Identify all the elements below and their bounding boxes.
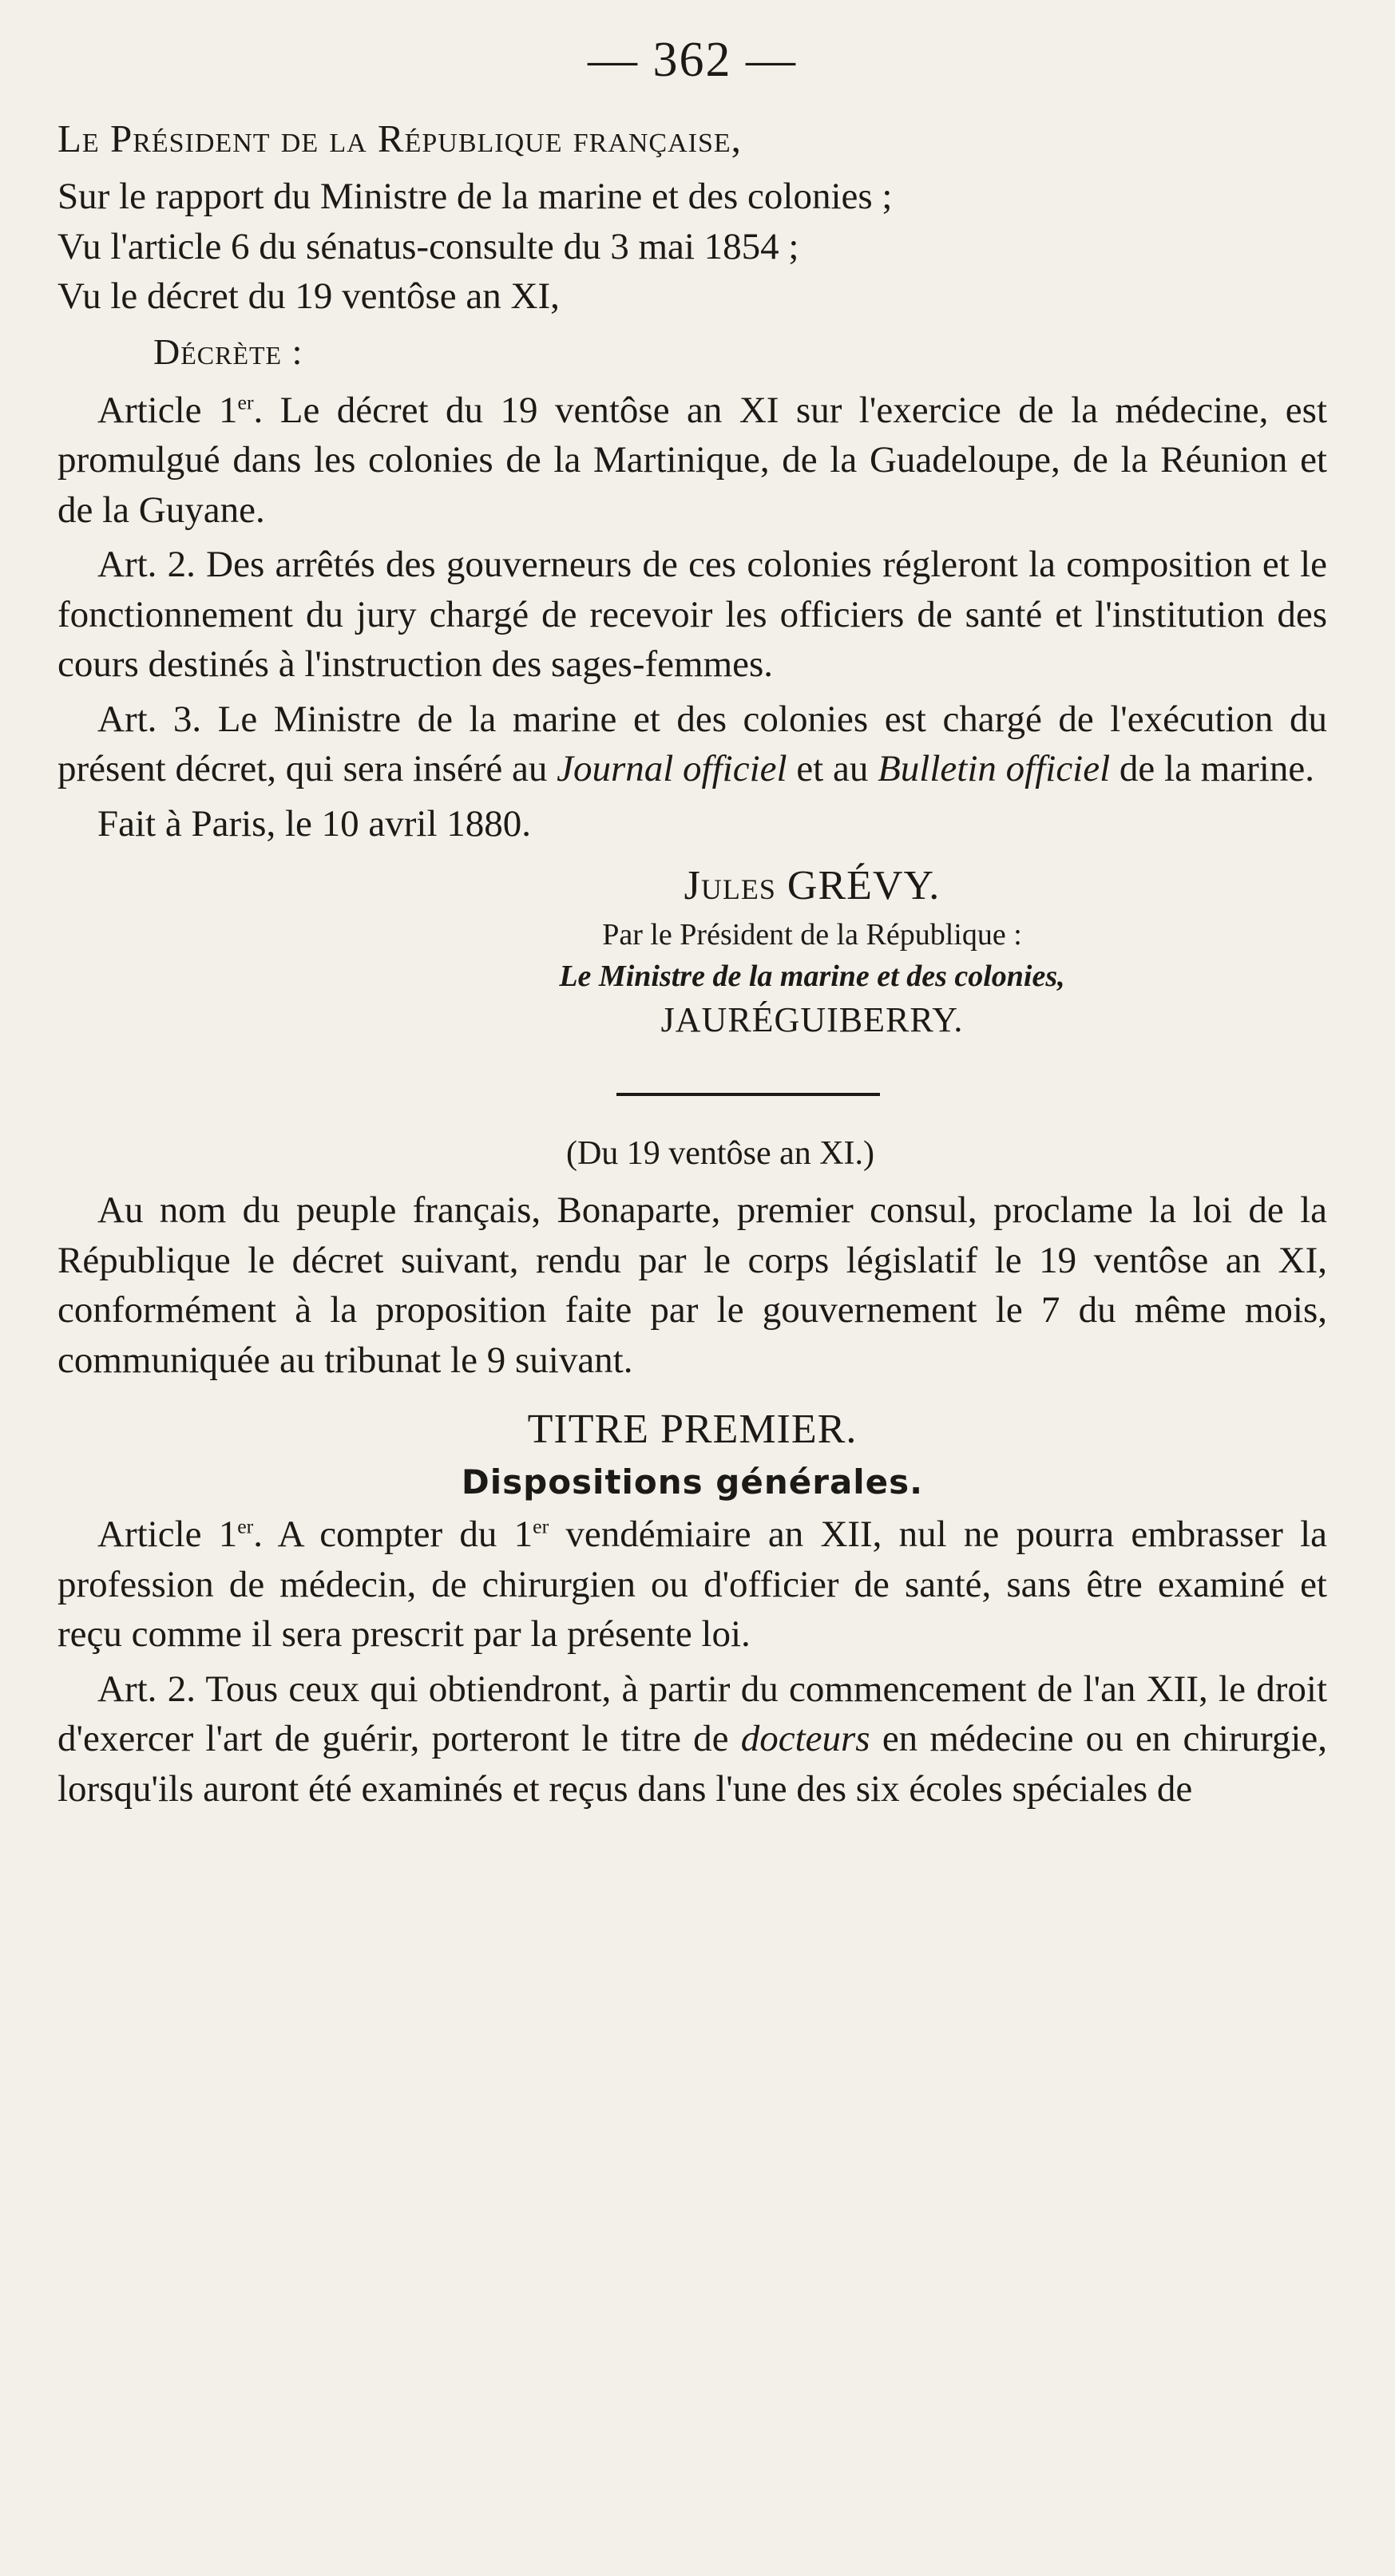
subtitre-heading: Dispositions générales. [461,1462,924,1502]
section-divider [616,1093,880,1096]
law-dateline: (Du 19 ventôse an XI.) [565,1135,875,1172]
document-page [57,32,1327,1814]
law-article-1-sup: er [237,1514,254,1538]
article-3-text-b: et au [787,748,878,789]
law-preamble: Au nom du peuple français, Bonaparte, premier consul, proclame la loi de la République le décret suivant, rendu par le corps législatif le 19 ventôse an XI, conformément à la proposition faite par le gouvernement le 7 du même mois, communiquée au tribunat le 9 suivant. [57,1189,1327,1381]
president-signature: Jules GRÉVY. [684,863,941,908]
law-article-1-label: Article 1 [97,1514,238,1555]
bulletin-officiel-ref: Bulletin officiel [878,748,1111,789]
law-article-2-text-a: Art. 2. Tous ceux qui obtiendront, à partir du commencement de l'an XII, le droit d'exercer l'art de guérir, porteront le titre de [57,1668,1327,1759]
law-article-2 [57,1664,1327,1814]
visa-line-1: Sur le rapport du Ministre de la marine et des colonies ; [57,176,893,217]
visa-line-3: Vu le décret du 19 ventôse an XI, [57,275,560,317]
article-1-sup: er [237,390,254,414]
decree-article-2: Art. 2. Des arrêtés des gouverneurs de ces colonies régleront la composition et le fonctionnement du jury chargé de recevoir les officiers de santé et l'institution des cours destinés à l'instruction des sages-femmes. [57,544,1327,685]
decrete-heading: Décrète : [153,330,303,372]
page-number: — 362 — [588,33,797,87]
minister-signature: JAURÉGUIBERRY. [660,1000,964,1039]
journal-officiel-ref: Journal officiel [557,748,787,789]
minister-title: Le Ministre de la marine et des colonies, [559,960,1065,993]
titre-heading: TITRE PREMIER. [527,1407,858,1452]
law-article-1-text-b: vendémiaire an XII, nul ne pourra embrasser la profession de médecin, de chirurgien ou d'officier de santé, sans être examiné et reçu comme il sera prescrit par la présente loi. [57,1514,1327,1655]
law-article-2-text-b: en médecine ou en chirurgie, lorsqu'ils auront été examinés et reçus dans l'une des six écoles spéciales de [57,1718,1328,1810]
by-president-line: Par le Président de la République : [602,918,1022,952]
done-at-line: Fait à Paris, le 10 avril 1880. [97,802,532,845]
visa-line-2: Vu l'article 6 du sénatus-consulte du 3 mai 1854 ; [57,225,799,267]
article-3-text-c: de la marine. [1110,748,1314,789]
article-1-label: Article 1 [97,389,238,431]
decree-article-1 [57,386,1327,536]
article-1-text: . Le décret du 19 ventôse an XI sur l'exercice de la médecine, est promulgué dans les colonies de la Martinique, de la Guadeloupe, de la Réunion et de la Guyane. [57,389,1328,531]
law-article-1 [57,1510,1327,1660]
decree-issuer: Le Président de la République française, [57,117,742,160]
article-3-text-a: Art. 3. Le Ministre de la marine et des colonies est chargé de l'exécution du présent décret, qui sera inséré au [57,698,1327,789]
docteurs-term: docteurs [740,1718,870,1759]
law-article-1-text-a: . A compter du 1 [253,1514,533,1555]
decree-article-3 [57,694,1327,794]
law-article-1-sup2: er [533,1514,549,1538]
